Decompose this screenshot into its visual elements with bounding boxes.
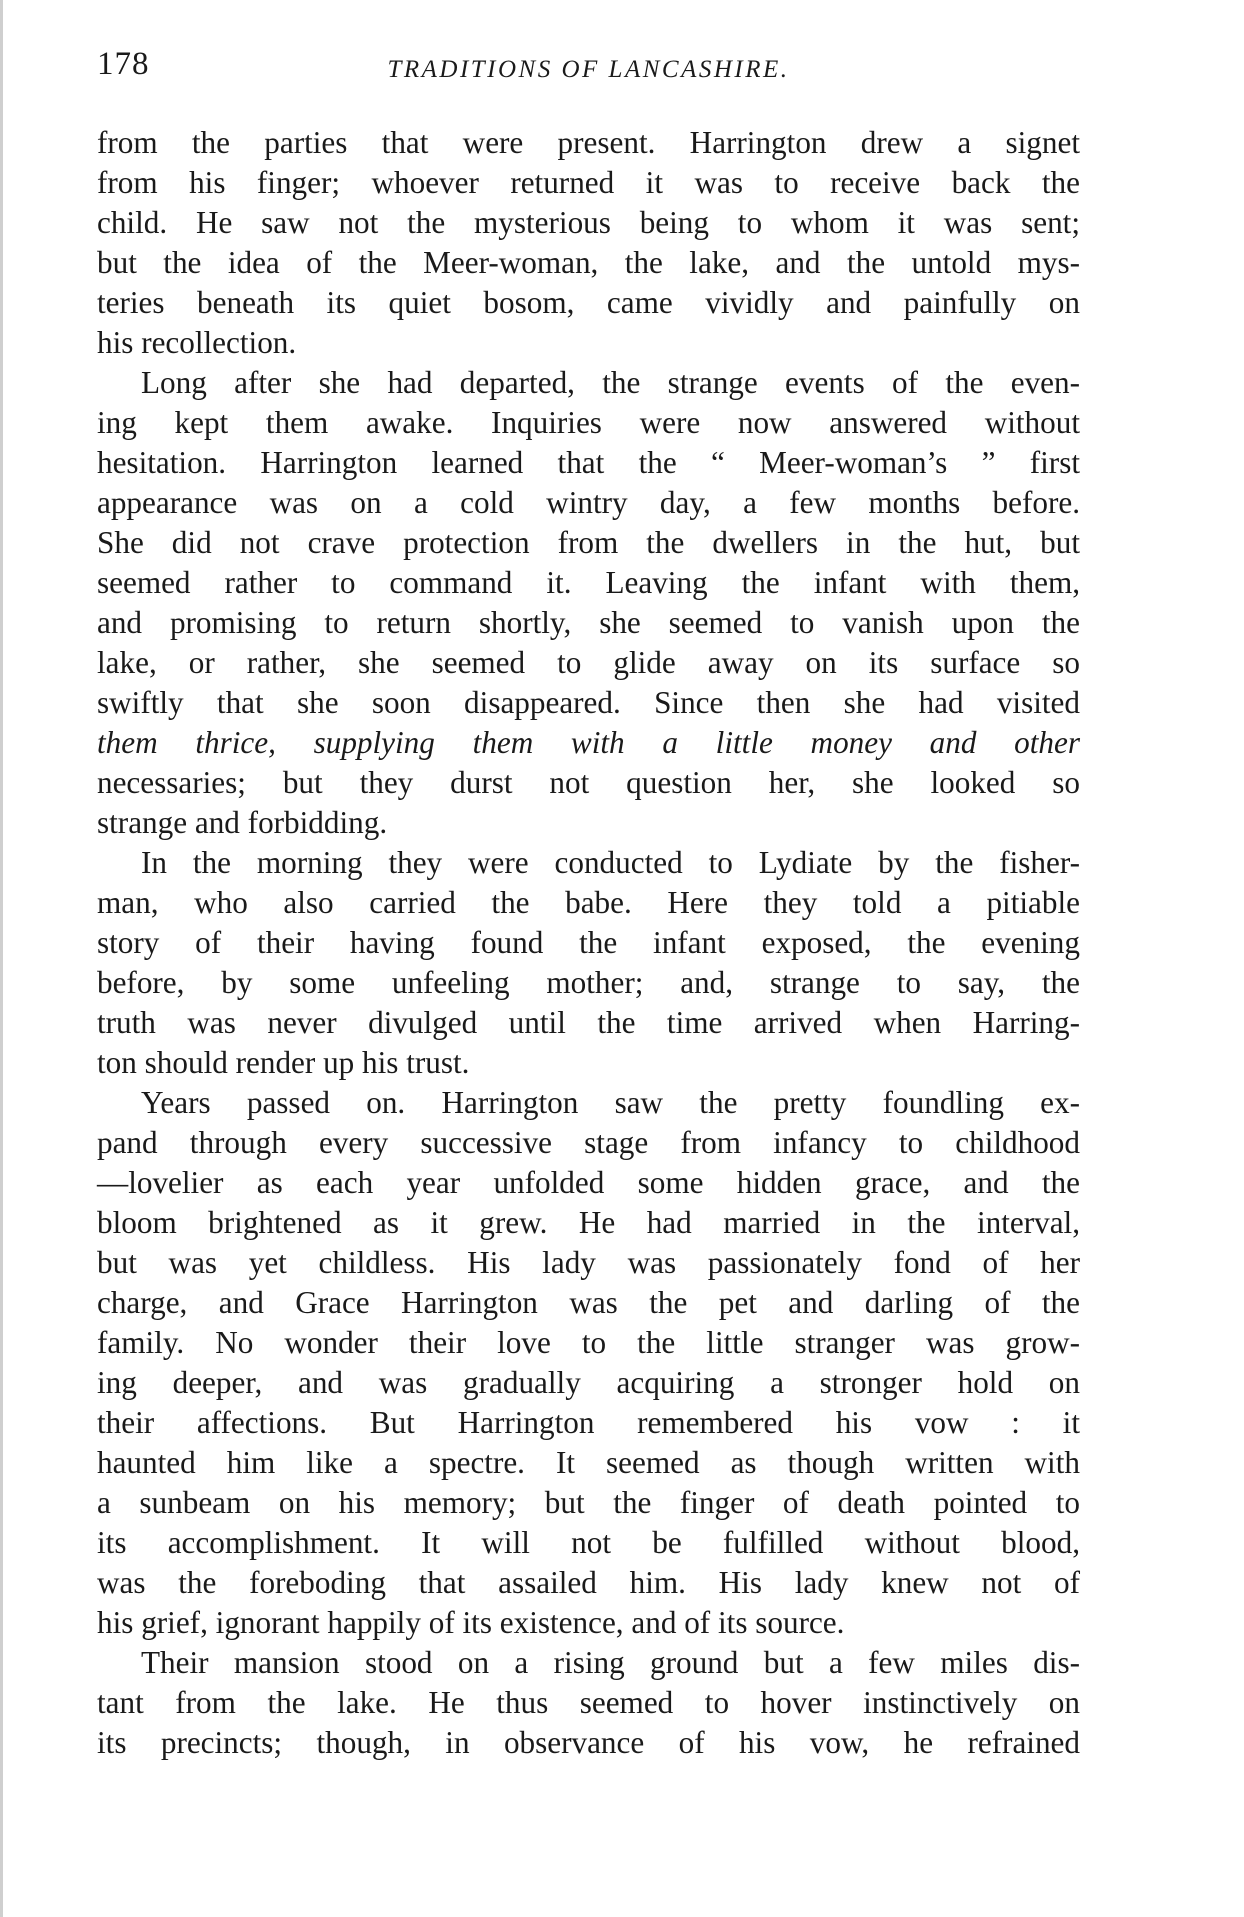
text-line: its precincts; though, in observance of his vow, he refrained xyxy=(97,1725,1080,1760)
text-line: haunted him like a spectre. It seemed as though written with xyxy=(97,1445,1080,1480)
text-line: but the idea of the Meer-woman, the lake, and the untold mys- xyxy=(97,245,1080,280)
text-line: necessaries; but they durst not question her, she looked so xyxy=(97,765,1080,800)
text-line: ing deeper, and was gradually acquiring a stronger hold on xyxy=(97,1365,1080,1400)
text-line: before, by some unfeeling mother; and, strange to say, the xyxy=(97,965,1080,1000)
body-text xyxy=(97,123,1080,1763)
paragraph-3 xyxy=(97,843,1080,1083)
paragraph-1 xyxy=(97,123,1080,363)
text-line: teries beneath its quiet bosom, came vividly and painfully on xyxy=(97,285,1080,320)
text-line: In the morning they were conducted to Lydiate by the fisher- xyxy=(141,845,1080,880)
page-edge xyxy=(0,0,3,1917)
text-line: charge, and Grace Harrington was the pet and darling of the xyxy=(97,1285,1080,1320)
text-line: them thrice, supplying them with a little money and other xyxy=(97,725,1080,760)
text-line: Years passed on. Harrington saw the pretty foundling ex- xyxy=(141,1085,1080,1120)
text-line: pand through every successive stage from infancy to childhood xyxy=(97,1125,1080,1160)
text-line: appearance was on a cold wintry day, a few months before. xyxy=(97,485,1080,520)
text-line: seemed rather to command it. Leaving the infant with them, xyxy=(97,565,1080,600)
text-line: swiftly that she soon disappeared. Since then she had visited xyxy=(97,685,1080,720)
text-line: man, who also carried the babe. Here they told a pitiable xyxy=(97,885,1080,920)
paragraph-5 xyxy=(97,1643,1080,1763)
text-line: but was yet childless. His lady was passionately fond of her xyxy=(97,1245,1080,1280)
text-line: —lovelier as each year unfolded some hidden grace, and the xyxy=(97,1165,1080,1200)
text-line: bloom brightened as it grew. He had married in the interval, xyxy=(97,1205,1080,1240)
text-line: family. No wonder their love to the little stranger was grow- xyxy=(97,1325,1080,1360)
text-line: Their mansion stood on a rising ground but a few miles dis- xyxy=(141,1645,1080,1680)
text-line: tant from the lake. He thus seemed to hover instinctively on xyxy=(97,1685,1080,1720)
text-line: their affections. But Harrington remembered his vow : it xyxy=(97,1405,1080,1440)
text-line: ton should render up his trust. xyxy=(97,1045,470,1080)
text-line: She did not crave protection from the dwellers in the hut, but xyxy=(97,525,1080,560)
text-line: from his finger; whoever returned it was to receive back the xyxy=(97,165,1080,200)
text-line: and promising to return shortly, she seemed to vanish upon the xyxy=(97,605,1080,640)
text-line: story of their having found the infant exposed, the evening xyxy=(97,925,1080,960)
text-line: his recollection. xyxy=(97,325,297,360)
text-line: truth was never divulged until the time arrived when Harring- xyxy=(97,1005,1080,1040)
text-line: was the foreboding that assailed him. His lady knew not of xyxy=(97,1565,1080,1600)
paragraph-4 xyxy=(97,1083,1080,1643)
text-line: its accomplishment. It will not be fulfilled without blood, xyxy=(97,1525,1080,1560)
text-line: child. He saw not the mysterious being to whom it was sent; xyxy=(97,205,1080,240)
page-number: 178 xyxy=(97,46,150,82)
text-line: from the parties that were present. Harrington drew a signet xyxy=(97,125,1080,160)
running-title: TRADITIONS OF LANCASHIRE. xyxy=(387,56,790,83)
text-line: Long after she had departed, the strange events of the even- xyxy=(141,365,1080,400)
text-line: hesitation. Harrington learned that the “ Meer-woman’s ” first xyxy=(97,445,1080,480)
text-line: ing kept them awake. Inquiries were now answered without xyxy=(97,405,1080,440)
page-header xyxy=(97,46,1080,96)
text-line: a sunbeam on his memory; but the finger of death pointed to xyxy=(97,1485,1080,1520)
paragraph-2 xyxy=(97,363,1080,843)
text-line: lake, or rather, she seemed to glide away on its surface so xyxy=(97,645,1080,680)
text-line: strange and forbidding. xyxy=(97,805,388,840)
text-line: his grief, ignorant happily of its existence, and of its source. xyxy=(97,1605,845,1640)
